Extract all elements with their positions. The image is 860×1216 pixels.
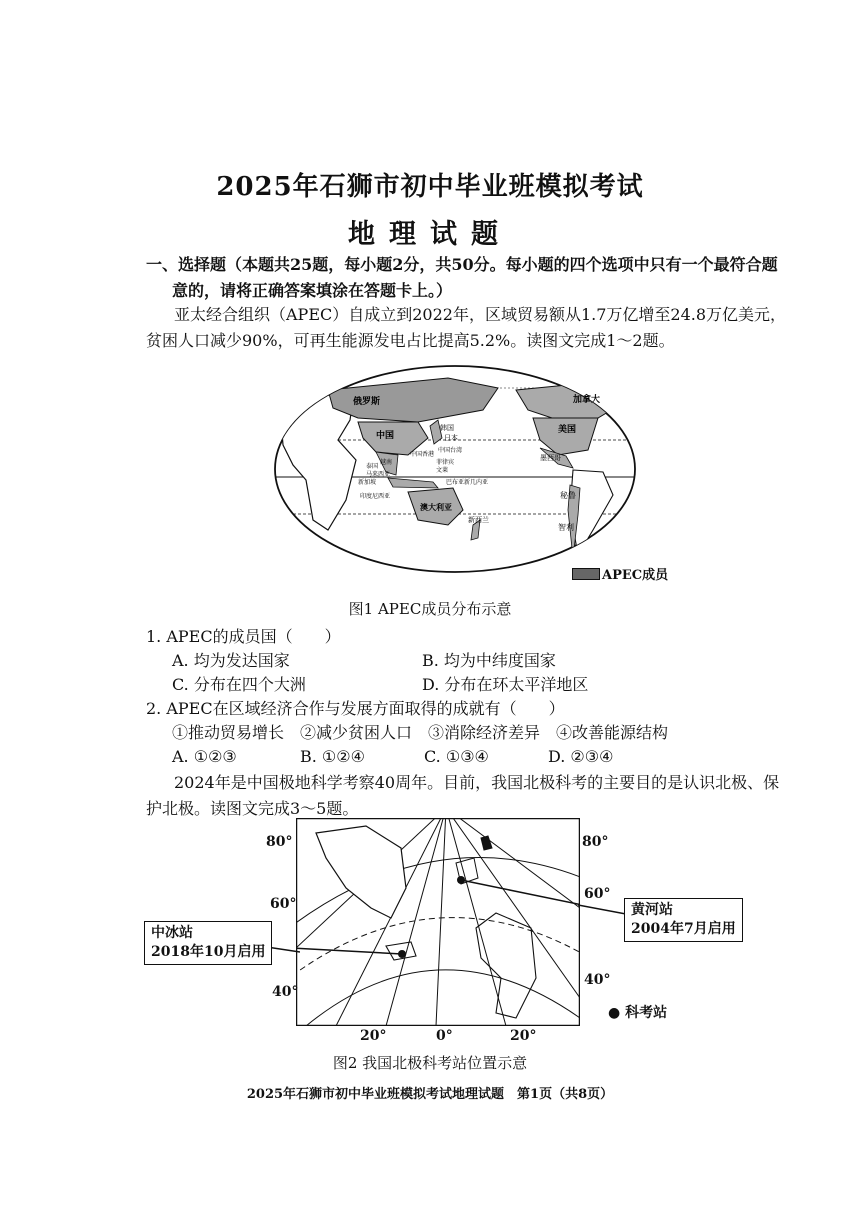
q2-items: ①推动贸易增长 ②减少贫困人口 ③消除经济差异 ④改善能源结构 bbox=[172, 723, 669, 742]
map-label-philippines: 菲律宾 bbox=[436, 459, 455, 466]
leader-line-right bbox=[578, 900, 626, 920]
map-label-vietnam: 越南 bbox=[380, 459, 393, 466]
lon-20e: 20° bbox=[510, 1028, 537, 1044]
map-label-korea: 韩国 bbox=[440, 424, 454, 432]
exam-title: 2025年石狮市初中毕业班模拟考试 bbox=[216, 172, 644, 202]
lon-20w: 20° bbox=[360, 1028, 387, 1044]
figure1-caption: 图1 APEC成员分布示意 bbox=[348, 600, 512, 618]
page-footer: 2025年石狮市初中毕业班模拟考试地理试题 第1页（共8页） bbox=[246, 1087, 614, 1102]
section-heading: 一、选择题（本题共25题，每小题2分，共50分。每小题的四个选项中只有一个最符合题 意的，请将正确答案填涂在答题卡上。） bbox=[146, 255, 778, 300]
map-label-brunei: 文莱 bbox=[436, 467, 449, 474]
figure2-caption: 图2 我国北极科考站位置示意 bbox=[332, 1054, 528, 1072]
q1-option-b[interactable]: B. 均为中纬度国家 bbox=[422, 651, 556, 670]
lat-40-left: 40° bbox=[272, 984, 299, 1000]
zhongbing-station-label: 中冰站 2018年10月启用 bbox=[144, 921, 272, 965]
map-label-hk: 中国香港 bbox=[410, 451, 435, 458]
arctic-station-map bbox=[296, 818, 580, 1026]
q1-stem: 1. APEC的成员国（ ） bbox=[146, 627, 341, 646]
legend-apec: APEC成员 bbox=[602, 568, 669, 583]
lat-60-left: 60° bbox=[270, 896, 297, 912]
map-label-china: 中国 bbox=[376, 431, 395, 441]
legend-station: ● 科考站 bbox=[608, 1005, 668, 1021]
q1-option-c[interactable]: C. 分布在四个大洲 bbox=[172, 675, 306, 694]
map-label-png: 巴布亚新几内亚 bbox=[446, 479, 489, 486]
map-label-malaysia: 马来西亚 bbox=[366, 471, 391, 478]
q2-option-b[interactable]: B. ①②④ bbox=[300, 747, 365, 766]
map-label-tw: 中国台湾 bbox=[438, 447, 463, 454]
map-label-mexico: 墨西哥 bbox=[540, 454, 561, 462]
q2-option-a[interactable]: A. ①②③ bbox=[172, 747, 237, 766]
legend-swatch bbox=[572, 568, 600, 580]
q2-option-d[interactable]: D. ②③④ bbox=[548, 747, 614, 766]
map-label-newzealand: 新西兰 bbox=[468, 516, 489, 524]
map-label-thailand: 泰国 bbox=[366, 463, 379, 470]
lat-80-right: 80° bbox=[582, 834, 609, 850]
q1-option-a[interactable]: A. 均为发达国家 bbox=[172, 651, 290, 670]
q2-option-c[interactable]: C. ①③④ bbox=[424, 747, 489, 766]
intro-apec: 亚太经合组织（APEC）自成立到2022年，区域贸易额从1.7万亿增至24.8万亿美元， 贫困人口减少90%，可再生能源发电占比提高5.2%。读图文完成1～2题。 bbox=[146, 305, 787, 350]
q2-stem: 2. APEC在区域经济合作与发展方面取得的成就有（ ） bbox=[146, 699, 565, 718]
map-label-chile: 智利 bbox=[558, 523, 574, 532]
subject-title: 地理试题 bbox=[348, 219, 512, 250]
map-label-peru: 秘鲁 bbox=[560, 491, 576, 500]
apec-world-map bbox=[268, 360, 668, 585]
lon-0: 0° bbox=[436, 1028, 453, 1044]
map-label-japan: 日本 bbox=[444, 434, 458, 442]
map-label-australia: 澳大利亚 bbox=[420, 502, 452, 512]
map-label-canada: 加拿大 bbox=[573, 395, 601, 405]
intro-arctic: 2024年是中国极地科学考察40周年。目前，我国北极科考的主要目的是认识北极、保 护北极。读图文完成3～5题。 bbox=[146, 773, 780, 818]
lat-40-right: 40° bbox=[584, 972, 611, 988]
lat-80-left: 80° bbox=[266, 834, 293, 850]
q1-option-d[interactable]: D. 分布在环太平洋地区 bbox=[422, 675, 589, 694]
map-label-usa: 美国 bbox=[558, 425, 577, 435]
map-label-indonesia: 印度尼西亚 bbox=[360, 493, 391, 500]
map-label-singapore: 新加坡 bbox=[358, 479, 377, 486]
lat-60-right: 60° bbox=[584, 886, 611, 902]
huanghe-station-label: 黄河站 2004年7月启用 bbox=[624, 898, 743, 942]
map-label-russia: 俄罗斯 bbox=[353, 397, 381, 407]
